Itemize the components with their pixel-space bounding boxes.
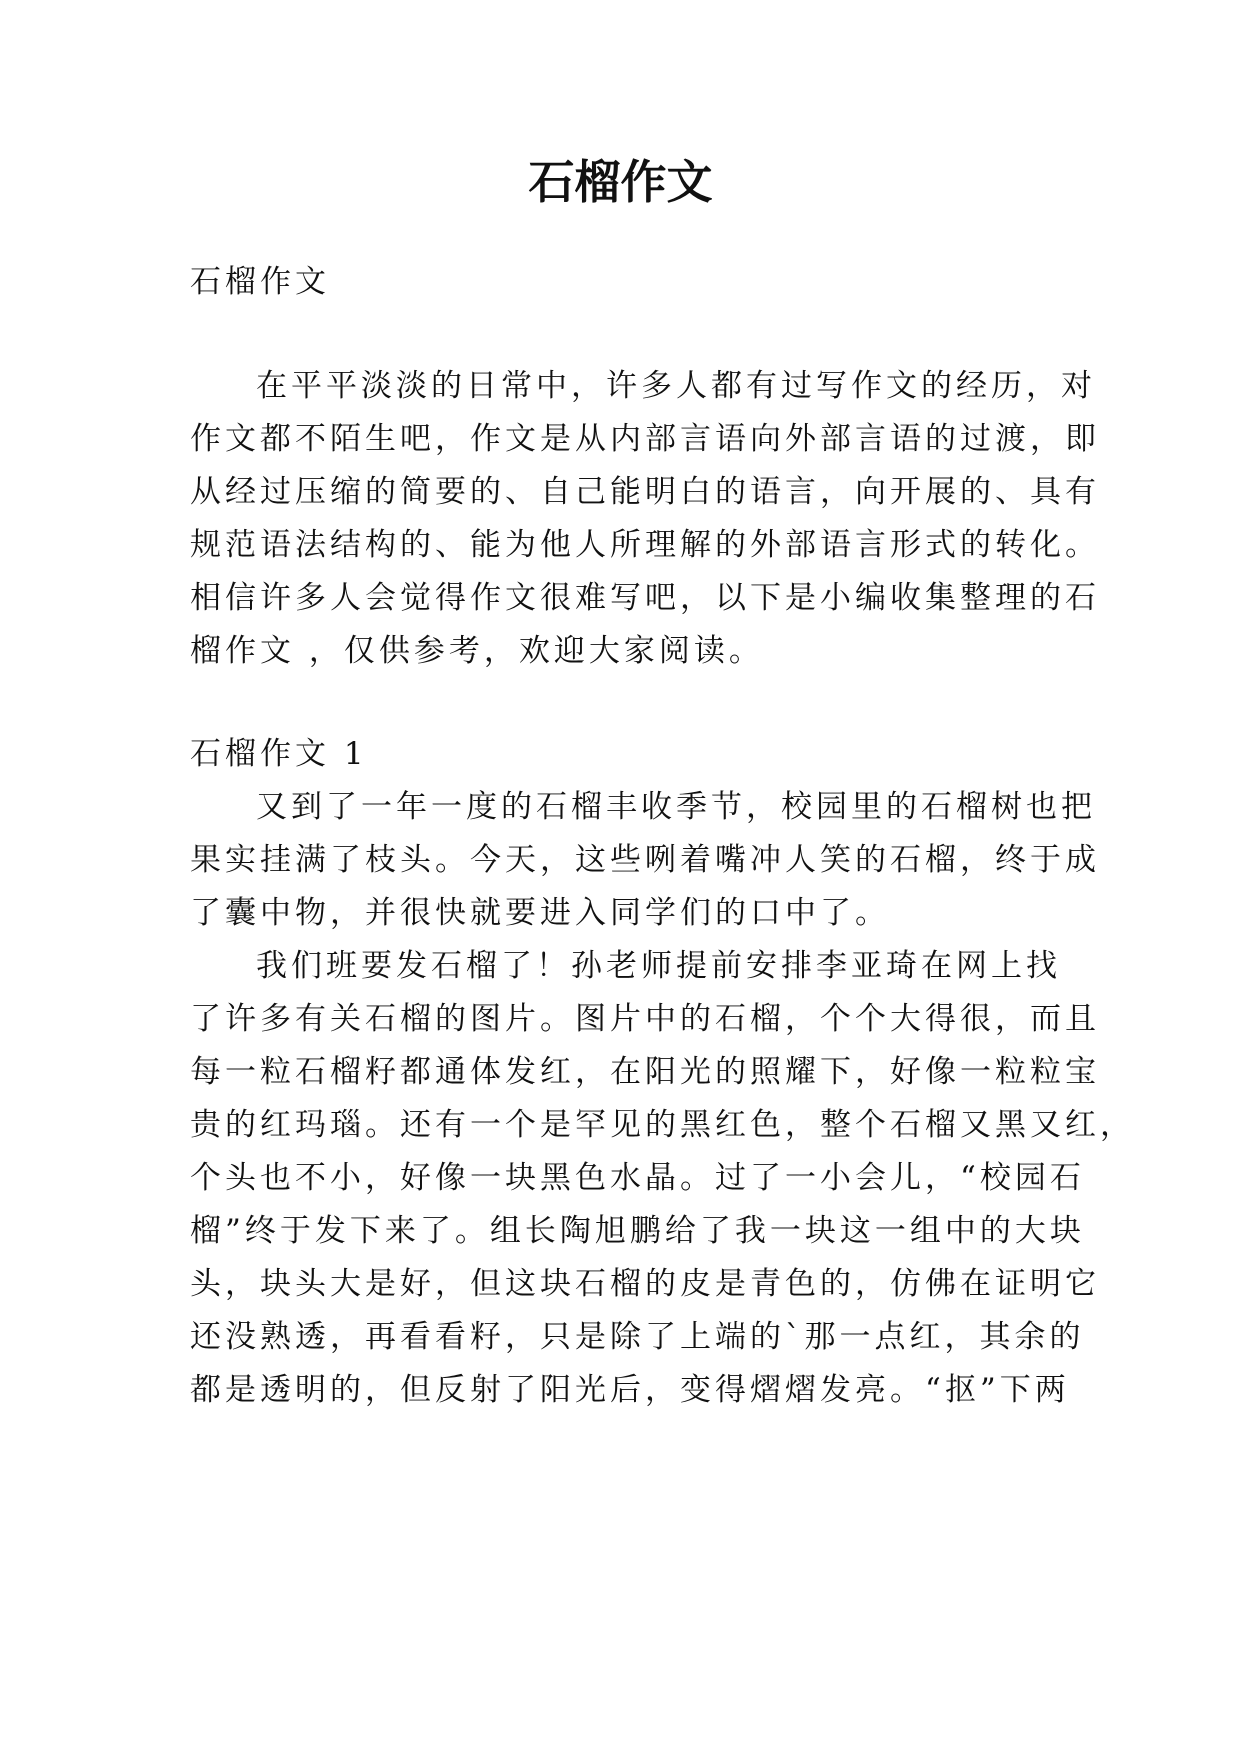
- intro-line: 在平平淡淡的日常中，许多人都有过写作文的经历，对: [256, 368, 1096, 404]
- section-heading: 石榴作文 1: [190, 736, 368, 772]
- para1-line: 又到了一年一度的石榴丰收季节，校园里的石榴树也把: [256, 789, 1096, 825]
- para2-line: 每一粒石榴籽都通体发红，在阳光的照耀下，好像一粒粒宝: [190, 1054, 1100, 1090]
- intro-line: 作文都不陌生吧，作文是从内部言语向外部言语的过渡，即: [190, 421, 1100, 457]
- intro-line: 从经过压缩的简要的、自己能明白的语言，向开展的、具有: [190, 474, 1100, 510]
- para1-line: 果实挂满了枝头。今天，这些咧着嘴冲人笑的石榴，终于成: [190, 842, 1100, 878]
- para2-line: 贵的红玛瑙。还有一个是罕见的黑红色，整个石榴又黑又红，: [190, 1107, 1135, 1143]
- para2-line: 都是透明的，但反射了阳光后，变得熠熠发亮。“抠”下两: [190, 1372, 1070, 1408]
- subtitle: 石榴作文: [190, 264, 330, 300]
- para2-line: 还没熟透，再看看籽，只是除了上端的`那一点红，其余的: [190, 1319, 1085, 1355]
- intro-line: 规范语法结构的、能为他人所理解的外部语言形式的转化。: [190, 527, 1100, 563]
- document-title: 石榴作文: [528, 155, 713, 209]
- para2-line: 了许多有关石榴的图片。图片中的石榴，个个大得很，而且: [190, 1001, 1100, 1037]
- para1-line: 了囊中物，并很快就要进入同学们的口中了。: [190, 895, 890, 931]
- para2-line: 我们班要发石榴了！孙老师提前安排李亚琦在网上找: [256, 948, 1061, 984]
- para2-line: 榴”终于发下来了。组长陶旭鹏给了我一块这一组中的大块: [190, 1213, 1085, 1249]
- para2-line: 头，块头大是好，但这块石榴的皮是青色的，仿佛在证明它: [190, 1266, 1100, 1302]
- para2-line: 个头也不小，好像一块黑色水晶。过了一小会儿，“校园石: [190, 1160, 1085, 1196]
- intro-line: 相信许多人会觉得作文很难写吧，以下是小编收集整理的石: [190, 580, 1100, 616]
- intro-line: 榴作文 ，仅供参考，欢迎大家阅读。: [190, 633, 764, 669]
